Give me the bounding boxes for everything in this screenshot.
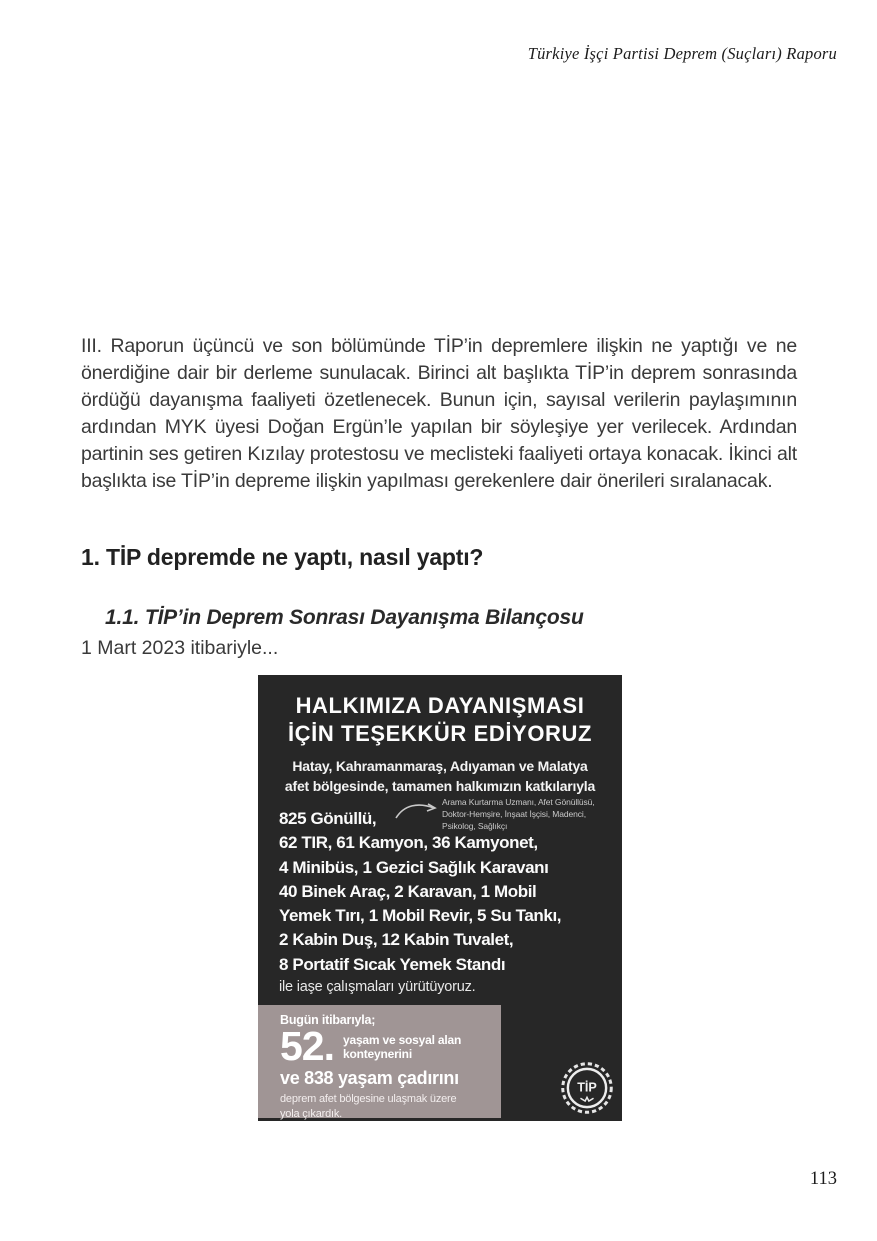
stats-line: 825 Gönüllü, bbox=[279, 809, 377, 828]
stats-line: 2 Kabin Duş, 12 Kabin Tuvalet, bbox=[279, 930, 514, 950]
stats-line: 40 Binek Araç, 2 Karavan, 1 Mobil bbox=[279, 881, 537, 901]
badge-big-number: 52. bbox=[280, 1023, 334, 1069]
poster-subtitle-line2: afet bölgesinde, tamamen halkımızın katkılarıyla bbox=[284, 778, 596, 794]
stats-line: 62 TIR, 61 Kamyon, 36 Kamyonet, bbox=[279, 833, 538, 853]
poster-subtitle-line1: Hatay, Kahramanmaraş, Adıyaman ve Malatya bbox=[292, 758, 588, 774]
poster-title bbox=[258, 692, 622, 748]
badge-number-label bbox=[343, 1033, 461, 1061]
solidarity-poster bbox=[258, 675, 622, 1121]
tip-logo-text: TİP bbox=[577, 1080, 597, 1095]
page-number: 113 bbox=[809, 1169, 837, 1189]
stats-line: 4 Minibüs, 1 Gezici Sağlık Karavanı bbox=[279, 857, 549, 877]
poster-title-line1: HALKIMIZA DAYANIŞMASI bbox=[295, 693, 585, 718]
stats-line: 8 Portatif Sıcak Yemek Standı bbox=[279, 954, 506, 974]
subsection-heading: 1.1. TİP’in Deprem Sonrası Dayanışma Bilançosu bbox=[105, 606, 584, 630]
section-heading: 1. TİP depremde ne yaptı, nasıl yaptı? bbox=[81, 544, 484, 571]
poster-stats-footer: ile iaşe çalışmaları yürütüyoruz. bbox=[279, 979, 476, 995]
poster-stats-list bbox=[279, 807, 561, 977]
badge-second-line: ve 838 yaşam çadırını bbox=[280, 1068, 459, 1088]
stats-line: Yemek Tırı, 1 Mobil Revir, 5 Su Tankı, bbox=[279, 906, 562, 926]
date-line: 1 Mart 2023 itibariyle... bbox=[81, 637, 279, 659]
badge-number-label-line2: konteynerini bbox=[343, 1047, 412, 1061]
volunteer-types-annotation: Arama Kurtarma Uzmanı, Afet Gönüllüsü, Doktor-Hemşire, İnşaat İşçisi, Madenci, Psikolog, Sağlıkçı bbox=[442, 797, 595, 831]
badge-footer bbox=[280, 1092, 495, 1121]
poster-badge bbox=[258, 1005, 501, 1118]
badge-footer-line1: deprem afet bölgesine ulaşmak üzere bbox=[280, 1093, 457, 1105]
intro-paragraph: III. Raporun üçüncü ve son bölümünde TİP’in depremlere ilişkin ne yaptığı ve ne önerdiğine dair bir derleme sunulacak. Birinci alt başlıkta TİP’in deprem sonrasında ördüğü dayanışma faaliyeti özetlenecek. Bunun için, sayısal verilerin paylaşımının ardından MYK üyesi Doğan Ergün’le yapılan bir söyleşiye yer verilecek. Ardından partinin ses getiren Kızılay protestosu ve meclisteki faaliyeti ortaya konacak. İkinci alt başlıkta ise TİP’in depreme ilişkin yapılması gerekenlere dair önerileri sıralanacak. bbox=[81, 334, 797, 492]
poster-subtitle bbox=[258, 756, 622, 796]
poster-title-line2: İÇİN TEŞEKKÜR EDİYORUZ bbox=[287, 721, 593, 746]
badge-row bbox=[280, 1023, 495, 1069]
badge-footer-line2: yola çıkardık. bbox=[280, 1107, 343, 1120]
tip-party-logo-icon bbox=[559, 1060, 615, 1116]
badge-intro: Bugün itibarıyla; bbox=[280, 1013, 376, 1027]
badge-number-label-line1: yaşam ve sosyal alan bbox=[343, 1033, 462, 1047]
running-header: Türkiye İşçi Partisi Deprem (Suçları) Raporu bbox=[527, 44, 837, 63]
